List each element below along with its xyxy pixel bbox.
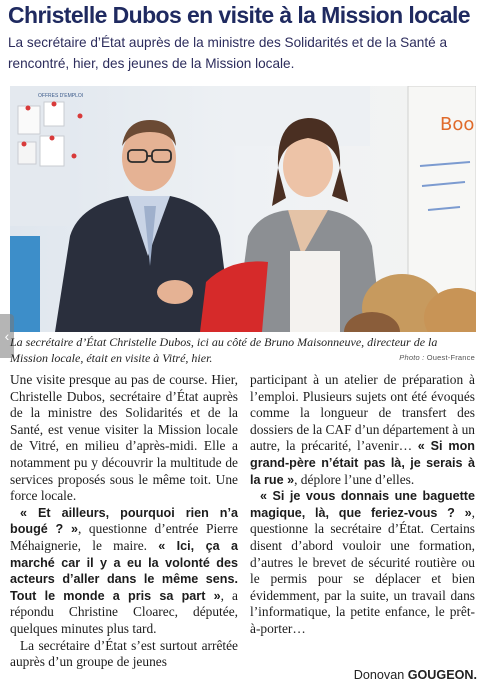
poster-text: OFFRES D'EMPLOI	[38, 93, 84, 99]
text-run: , questionne la secrétaire d’État. Certains disent d’abord vouloir une formation, d’autres le brevet de sécurité routière ou le permis pour se déplacer et bien évidemment, par la suite, un travail dans l’informatique, la petite enfance, le prêt-à-porter…	[250, 504, 475, 636]
photo-credit	[399, 353, 475, 362]
paragraph: La secrétaire d’État s’est surtout arrêtée auprès d’un groupe de jeunes	[10, 637, 238, 670]
flipchart-writing: Boo	[440, 114, 475, 135]
quote: « Ici, ça a marché car il y a eu la volonté des acteurs d’aller dans le même sens. Tout le monde a pris sa part »	[10, 538, 238, 603]
byline	[354, 668, 477, 682]
text-run: , déplore l’une d’elles.	[294, 471, 415, 487]
article-column-right	[250, 372, 475, 638]
blue-screen	[10, 236, 40, 332]
credit-source: Ouest-France	[426, 353, 475, 362]
text-run: participant à un atelier de préparation à l’emploi. Plusieurs sujets ont été évoqués comme la longueur de transfert des dossiers de la CAF d’un département à un autre, la précarité, l’avenir…	[250, 372, 475, 454]
byline-last-name: GOUGEON.	[407, 668, 477, 682]
text-run: , a répondu Christine Cloarec, députée, quelques minutes plus tard.	[10, 587, 238, 636]
chevron-left-icon: ‹	[4, 328, 10, 344]
photo-caption: La secrétaire d’État Christelle Dubos, ici au côté de Bruno Maisonneuve, directeur de la Mission locale, était en visite à Vitré, hier.	[10, 335, 438, 365]
paragraph	[250, 488, 475, 637]
standfirst: La secrétaire d’État auprès de la ministre des Solidarités et de la Santé a rencontré, hier, des jeunes de la Mission locale.	[8, 35, 448, 71]
byline-first-name: Donovan	[353, 668, 405, 682]
text-run: , questionne d’entrée Pierre Méhaignerie, le maire.	[10, 521, 238, 553]
photo-illustration	[10, 86, 476, 332]
article-column-left	[10, 372, 238, 671]
paragraph: Une visite presque au pas de course. Hier, Christelle Dubos, secrétaire d’État auprès de la ministre des Solidarités et de la Santé, est venue visiter la Mission locale de Vitré, en milieu d’après-midi. Elle a notamment pu y découvrir la multitude de services proposés sous le même toit. Une force locale.	[10, 372, 238, 504]
article-photo	[10, 86, 476, 332]
paragraph	[250, 372, 475, 488]
paragraph	[10, 505, 238, 638]
headline: Christelle Dubos en visite à la Mission locale	[8, 2, 470, 28]
quote: « Si je vous donnais une baguette magique, là, que feriez-vous ? »	[250, 489, 475, 520]
quote: « Si mon grand-père n’était pas là, je serais à la rue »	[250, 439, 475, 487]
quote: « Et ailleurs, pourquoi rien n’a bougé ? »	[10, 505, 238, 537]
credit-label: Photo :	[399, 353, 425, 362]
